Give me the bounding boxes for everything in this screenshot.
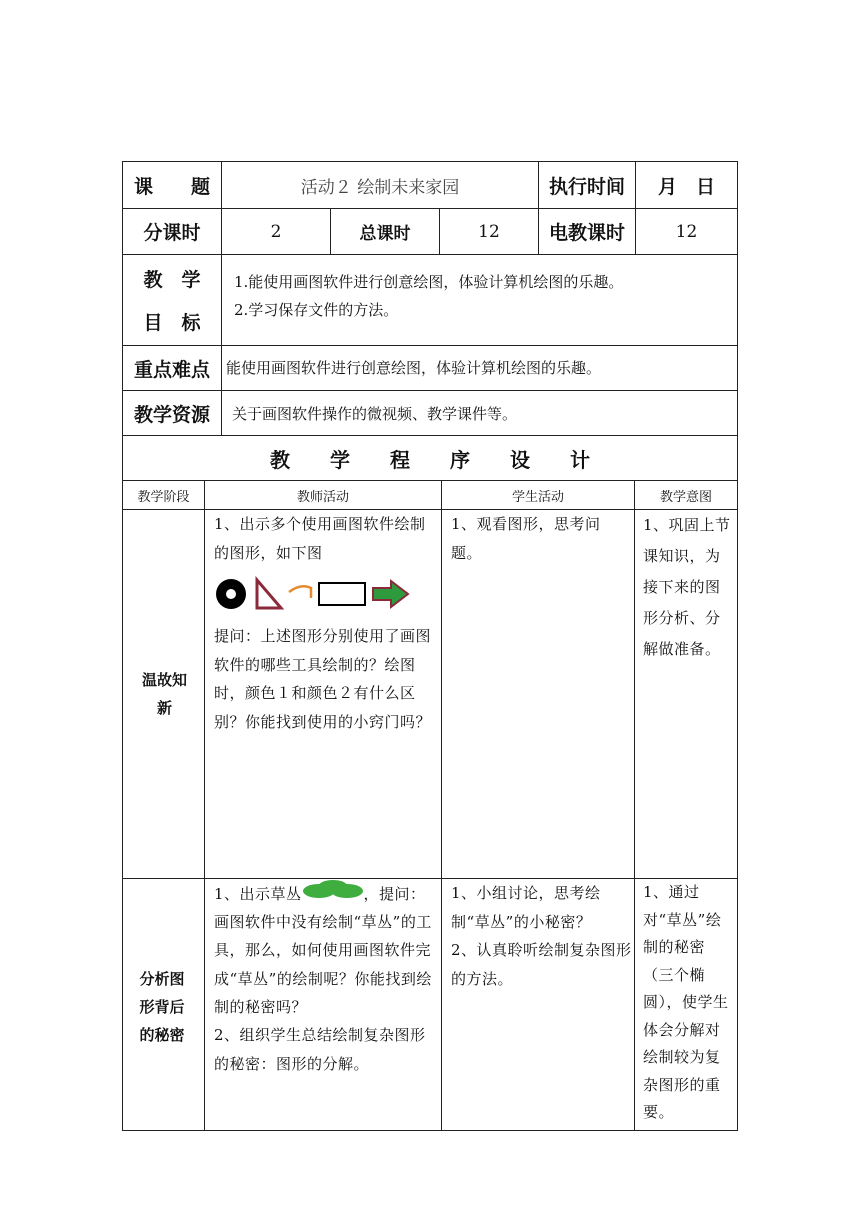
e-hours-value: 12 — [635, 208, 738, 255]
design-title-row — [122, 435, 738, 481]
student-cell-review — [441, 509, 635, 879]
teacher-analysis-text-2: 2、组织学生总结绘制复杂图形的秘密：图形的分解。 — [214, 1026, 426, 1073]
header-intent: 教学意图 — [634, 480, 738, 510]
goal-label — [122, 254, 222, 346]
lesson-plan-table — [122, 161, 738, 1131]
ring-shape-icon — [216, 579, 246, 609]
teacher-review-text-2: 提问：上述图形分别使用了画图软件的哪些工具绘制的？绘图时，颜色１和颜色２有什么区别？你能找到使用的小窍门吗？ — [214, 627, 432, 731]
teacher-analysis-1b: ，提问： — [363, 885, 426, 903]
sub-hours-value: 2 — [221, 208, 331, 255]
exec-time-value: 月 日 — [635, 161, 738, 209]
intent-cell-review — [634, 509, 738, 879]
resources-value — [221, 390, 738, 436]
goal-line-1: 1.能使用画图软件进行创意绘图，体验计算机绘图的乐趣。 — [234, 273, 624, 291]
topic-label: 课 题 — [122, 161, 222, 209]
topic-value: 活动２ 绘制未来家园 — [221, 161, 539, 209]
goal-content — [221, 254, 738, 346]
grass-icon — [302, 879, 364, 901]
key-points-text: 能使用画图软件进行创意绘图，体验计算机绘图的乐趣。 — [226, 359, 602, 377]
header-stage: 教学阶段 — [122, 480, 205, 510]
teacher-analysis-1a: 1、出示草丛 — [214, 885, 302, 903]
total-hours-value: 12 — [439, 208, 539, 255]
triangle-shape-icon — [257, 580, 281, 608]
key-points-label: 重点难点 — [122, 345, 222, 391]
resources-label: 教学资源 — [122, 390, 222, 436]
intent-analysis-text: 1、通过对“草丛”绘制的秘密（三个椭圆），使学生体会分解对绘制较为复杂图形的重要。 — [643, 883, 729, 1121]
student-cell-analysis — [441, 878, 635, 1131]
e-hours-label: 电教课时 — [538, 208, 636, 255]
teacher-analysis-line-1 — [214, 879, 440, 909]
sub-hours-label: 分课时 — [122, 208, 222, 255]
teacher-review-text-1: 1、出示多个使用画图软件绘制的图形，如下图 — [214, 515, 426, 562]
teacher-cell-review — [204, 509, 442, 879]
exec-time-label: 执行时间 — [538, 161, 636, 209]
arrow-shape-icon — [373, 581, 408, 607]
student-analysis-text-2: 2、认真聆听绘制复杂图形的方法。 — [451, 941, 632, 988]
header-teacher: 教师活动 — [204, 480, 442, 510]
design-title: 教学程序设计 — [270, 447, 630, 472]
student-review-text: 1、观看图形，思考问题。 — [451, 515, 601, 562]
goal-line-2: 2.学习保存文件的方法。 — [234, 301, 399, 319]
goal-label-line-1: 教 学 — [143, 269, 201, 291]
student-analysis-text-1: 1、小组讨论，思考绘制“草丛”的小秘密？ — [451, 884, 601, 931]
stage-cell-review — [122, 509, 205, 879]
teacher-cell-analysis — [204, 878, 442, 1131]
header-student: 学生活动 — [441, 480, 635, 510]
stage-label-review: 温故知新 — [141, 671, 187, 717]
resources-text: 关于画图软件操作的微视频、教学课件等。 — [232, 405, 518, 423]
stage-label-analysis: 分析图形背后的秘密 — [139, 970, 185, 1044]
rectangle-shape-icon — [319, 583, 365, 605]
total-hours-label: 总课时 — [330, 208, 440, 255]
intent-review-text: 1、巩固上节课知识，为接下来的图形分析、分解做准备。 — [643, 516, 731, 658]
goal-label-line-2: 目 标 — [143, 312, 201, 334]
curve-shape-icon — [289, 586, 311, 598]
key-points-value — [221, 345, 738, 391]
stage-cell-analysis — [122, 878, 205, 1131]
sample-shapes — [215, 576, 420, 612]
intent-cell-analysis — [634, 878, 738, 1131]
teacher-analysis-text-1c: 画图软件中没有绘制“草丛”的工具，那么，如何使用画图软件完成“草丛”的绘制呢？你能找到绘制的秘密吗？ — [214, 912, 432, 1016]
